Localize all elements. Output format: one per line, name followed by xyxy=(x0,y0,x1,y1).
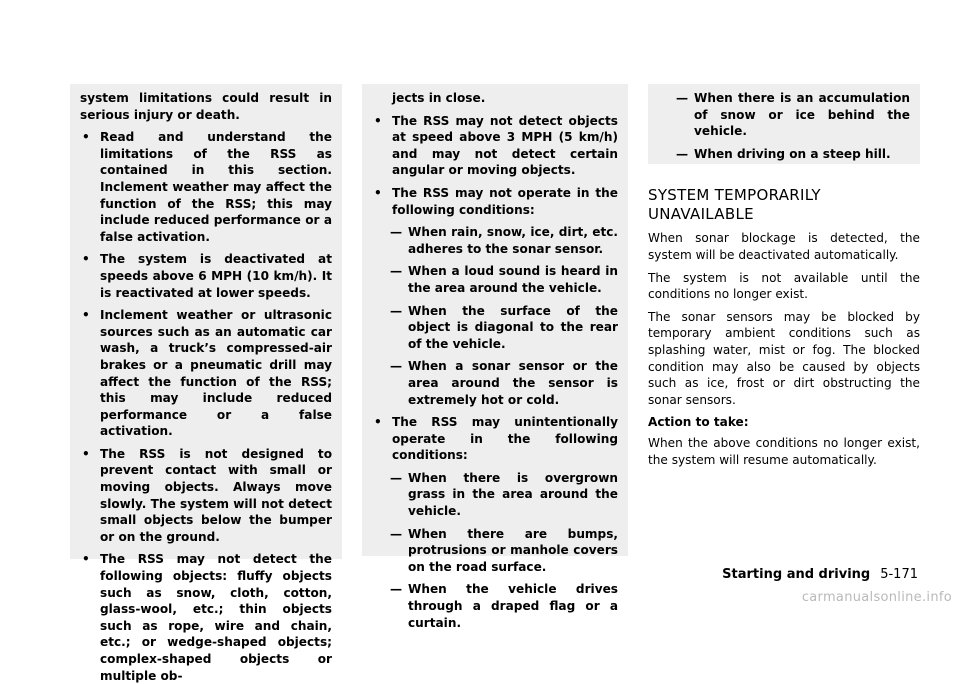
body-paragraph: The system is not available until the conditions no longer exist. xyxy=(648,270,920,302)
list-item: • Read and understand the limitations of the RSS as contained in this section. Inclement weather may affect the function of the RSS; this may include reduced performance or a false activation. xyxy=(82,130,332,244)
action-text: When the above conditions no longer exist, the system will resume automatically. xyxy=(648,435,920,467)
action-label: Action to take: xyxy=(648,415,749,430)
list-item: • The RSS may not detect the following objects: fluffy objects such as snow, cloth, cotton, glass-wool, etc.; thin objects such as rope, wire and chain, etc.; or wedge-shaped objects; complex-shaped objects or multiple ob- xyxy=(82,552,332,683)
sub-list-item: — When the vehicle drives through a draped flag or a curtain. xyxy=(390,582,618,630)
body-paragraph: The sonar sensors may be blocked by temporary ambient conditions such as splashing water, mist or fog. The blocked condition may also be caused by objects such as ice, frost or dirt obstructing the sonar sensors. xyxy=(648,309,920,407)
continuation-text: jects in close. xyxy=(392,91,486,105)
sub-list-item: — When rain, snow, ice, dirt, etc. adheres to the sonar sensor. xyxy=(390,225,618,256)
list-item: • The RSS may not detect objects at speed above 3 MPH (5 km/h) and may not detect certain angular or moving objects. xyxy=(374,113,618,178)
list-item: • The RSS may not operate in the following conditions: xyxy=(374,185,618,217)
page-footer xyxy=(722,567,918,582)
warning-continuation xyxy=(648,86,920,162)
list-item: • Inclement weather or ultrasonic sources such as an automatic car wash, a truck’s compressed-air brakes or a pneumatic drill may affect the function of the RSS; this may include reduced performance or a false activation. xyxy=(82,308,332,439)
sub-list-item: — When there is overgrown grass in the area around the vehicle. xyxy=(390,470,618,519)
list-item: • The RSS is not designed to prevent contact with small or moving objects. Always move slowly. The system will not detect small objects below the bumper or on the ground. xyxy=(82,446,332,544)
footer-section: Starting and driving xyxy=(722,567,871,582)
section-heading: SYSTEM TEMPORARILY UNAVAILABLE xyxy=(648,186,821,224)
sub-list-item: — When driving on a steep hill. xyxy=(676,146,891,161)
page-number: 5-171 xyxy=(880,567,918,582)
warning-column-2 xyxy=(362,84,628,630)
watermark: carmanualsonline.info xyxy=(801,590,952,605)
warning-intro: system limitations could result in serious injury or death. xyxy=(80,91,332,122)
content-column-3 xyxy=(648,86,920,474)
sub-list-item: — When there are bumps, protrusions or manhole covers on the road surface. xyxy=(390,526,618,574)
warning-column-1 xyxy=(70,84,342,683)
body-paragraph: When sonar blockage is detected, the system will be deactivated automatically. xyxy=(648,231,920,262)
sub-list-item: — When there is an accumulation of snow or ice behind the vehicle. xyxy=(676,91,910,139)
sub-list-item: — When a loud sound is heard in the area around the vehicle. xyxy=(390,264,618,295)
sub-list-item: — When the surface of the object is diagonal to the rear of the vehicle. xyxy=(390,303,618,351)
sub-list-item: — When a sonar sensor or the area around the sensor is extremely hot or cold. xyxy=(390,359,618,407)
list-item: • The RSS may unintentionally operate in the following conditions: xyxy=(374,415,618,463)
list-item: • The system is deactivated at speeds above 6 MPH (10 km/h). It is reactivated at lower speeds. xyxy=(82,252,332,300)
